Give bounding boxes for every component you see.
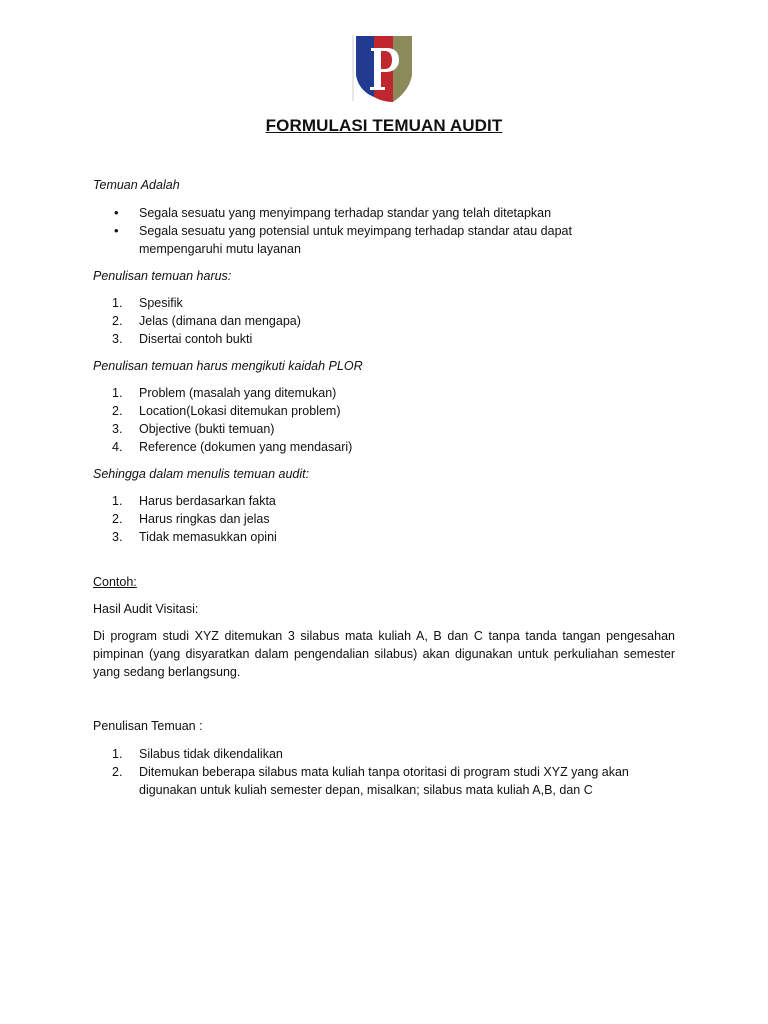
list-number: 2. [112,765,123,779]
list-item-text: Segala sesuatu yang menyimpang terhadap standar yang telah ditetapkan [139,206,552,220]
numbered-list [93,492,675,546]
list-number: 2. [112,404,123,418]
numbered-list [93,384,675,456]
section-heading: Sehingga dalam menulis temuan audit: [93,467,310,481]
list-item [93,294,675,312]
numbered-list [93,294,675,348]
list-item [93,330,675,348]
list-item [93,384,675,402]
section-heading: Contoh: [93,575,137,589]
shield-logo [352,33,416,103]
list-number: 1. [112,494,123,508]
section-heading: Temuan Adalah [93,178,180,192]
section-heading: Penulisan temuan harus: [93,269,232,283]
list-item [93,528,675,546]
section-finding [93,717,675,735]
list-item [93,312,675,330]
list-item-text: Reference (dokumen yang mendasari) [139,440,353,454]
list-item-text: Segala sesuatu yang potensial untuk meyimpang terhadap standar atau dapat mempengaruhi mutu layanan [139,224,572,256]
list-number: 3. [112,422,123,436]
list-item [93,204,675,222]
list-item [93,763,675,799]
list-item [93,745,675,763]
example-paragraph: Di program studi XYZ ditemukan 3 silabus mata kuliah A, B dan C tanpa tanda tangan pengesahan pimpinan (yang disyaratkan dalam pengendalian silabus) akan digunakan untuk perkuliahan semester yang sedang berlangsung. [93,629,675,679]
bullet-list [93,204,675,258]
list-item-text: Objective (bukti temuan) [139,422,275,436]
list-number: 4. [112,440,123,454]
list-item-text: Silabus tidak dikendalikan [139,747,283,761]
list-number: 1. [112,296,123,310]
list-item [93,420,675,438]
section-example [93,573,675,591]
numbered-list [93,745,675,799]
list-item [93,222,675,258]
section-subheading: Hasil Audit Visitasi: [93,602,199,616]
example-subheading [93,600,675,618]
list-number: 3. [112,332,123,346]
list-item [93,438,675,456]
list-item-text: Problem (masalah yang ditemukan) [139,386,337,400]
list-item [93,510,675,528]
document-title: FORMULASI TEMUAN AUDIT [265,116,503,135]
list-item-text: Harus ringkas dan jelas [139,512,270,526]
list-item [93,492,675,510]
section-writing [93,465,675,483]
section-heading: Penulisan temuan harus mengikuti kaidah PLOR [93,359,363,373]
section-plor [93,357,675,375]
list-number: 2. [112,314,123,328]
list-item-text: Tidak memasukkan opini [139,530,277,544]
list-number: 1. [112,747,123,761]
bullet-marker: • [114,205,119,220]
bullet-marker: • [114,223,119,238]
list-item-text: Spesifik [139,296,183,310]
list-number: 3. [112,530,123,544]
list-item-text: Harus berdasarkan fakta [139,494,276,508]
list-item-text: Disertai contoh bukti [139,332,253,346]
list-number: 2. [112,512,123,526]
list-item [93,402,675,420]
list-item-text: Ditemukan beberapa silabus mata kuliah tanpa otoritasi di program studi XYZ yang akan digunakan untuk kuliah semester depan, misalkan; silabus mata kuliah A,B, dan C [139,765,629,797]
section-definition [93,176,675,194]
list-item-text: Location(Lokasi ditemukan problem) [139,404,341,418]
section-requirements [93,267,675,285]
list-item-text: Jelas (dimana dan mengapa) [139,314,301,328]
list-number: 1. [112,386,123,400]
section-heading: Penulisan Temuan : [93,719,203,733]
